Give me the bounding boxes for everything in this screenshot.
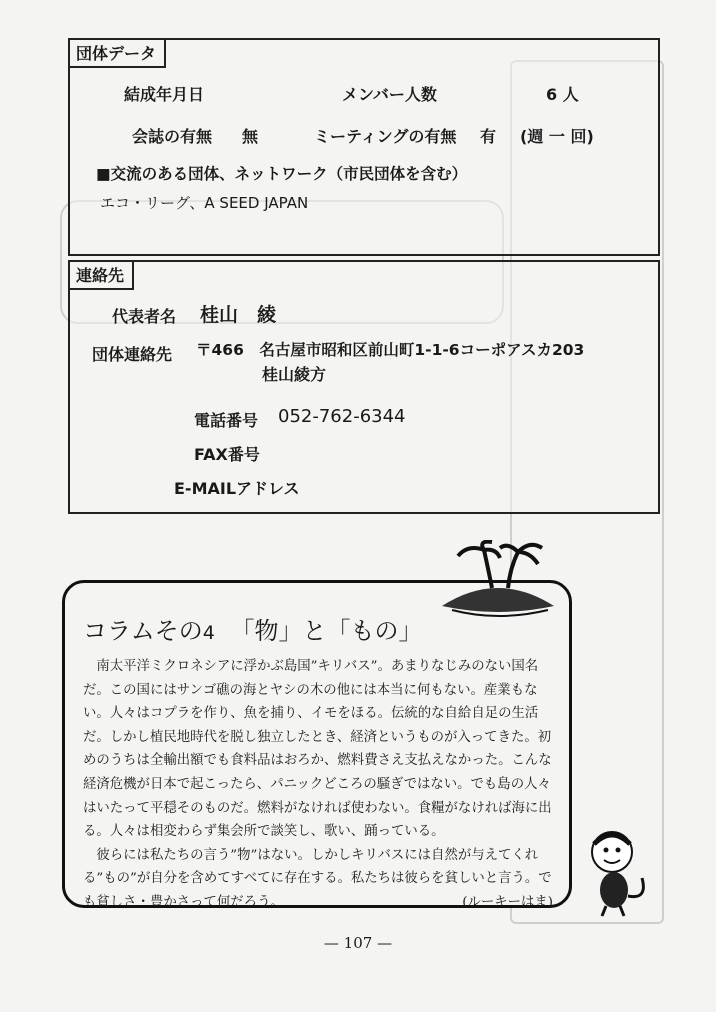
column-title-prefix: コラムその [83,617,203,645]
column-title-main: 「物」と「もの」 [230,617,423,645]
members-value: 6 人 [546,85,579,104]
column-paragraph-1: 南太平洋ミクロネシアに浮かぶ島国”キリバス”。あまりなじみのない国名だ。この国にはサンゴ礁の海とヤシの木の他には本当に何もない。産業もない。人々はコプラを作り、魚を捕り、イモをほる。伝統的な自給自足の生活だ。しかし植民地時代を脱し独立したとき、経済というものが入ってきた。初めのうちは全輸出額でも食料品はおろか、燃料費さえ支払えなかった。こんな経済危機が日本で起こったら、パニックどころの騒ぎではない。でも島の人々はいたって平穏そのものだ。燃料がなければ使わない。食糧がなければ海に出る。人々は相変わらず集会所で談笑し、歌い、踊っている。 [83,659,552,840]
meeting-frequency: (週 一 回) [520,127,594,146]
address-line: 〒466 名古屋市昭和区前山町1-1-6コーポアスカ203 [196,341,585,359]
contact-tab: 連絡先 [70,262,134,290]
contact-section [68,260,660,514]
phone-label: 電話番号 [194,411,259,430]
group-data-tab: 団体データ [70,40,166,68]
meeting-label: ミーティングの有無 [314,127,457,146]
column-paragraph-2: 彼らには私たちの言う”物”はない。しかしキリバスには自然が与えてくれる”もの”が自分を含めてすべてに存在する。私たちは彼らを貧しいと言う。でも貧しさ・豊かさって何だろう。 [83,847,552,910]
page-number: — 107 — [323,934,393,952]
column-title [83,611,423,646]
island-illustration [438,540,558,620]
column-author: (ルーキーはま) [462,894,553,910]
founded-label: 結成年月日 [124,85,205,104]
group-data-section [68,38,660,256]
network-value: エコ・リーグ、A SEED JAPAN [100,194,309,212]
address-label: 団体連絡先 [92,345,173,364]
network-heading: ■交流のある団体、ネットワーク（市民団体を含む） [96,165,468,183]
meeting-value: 有 [480,127,497,146]
column-box [62,580,572,908]
monkey-illustration [584,826,652,918]
address-care-of: 桂山綾方 [262,365,327,384]
fax-label: FAX番号 [194,445,260,464]
bulletin-value: 無 [242,127,259,146]
email-label: E-MAILアドレス [174,479,300,498]
representative-name: 桂山 綾 [200,304,277,326]
representative-label: 代表者名 [112,307,177,326]
members-label: メンバー人数 [342,85,437,104]
bulletin-label: 会誌の有無 [132,127,213,146]
column-body [83,655,553,915]
column-title-number: 4 [202,622,215,644]
phone-value: 052-762-6344 [278,406,406,427]
